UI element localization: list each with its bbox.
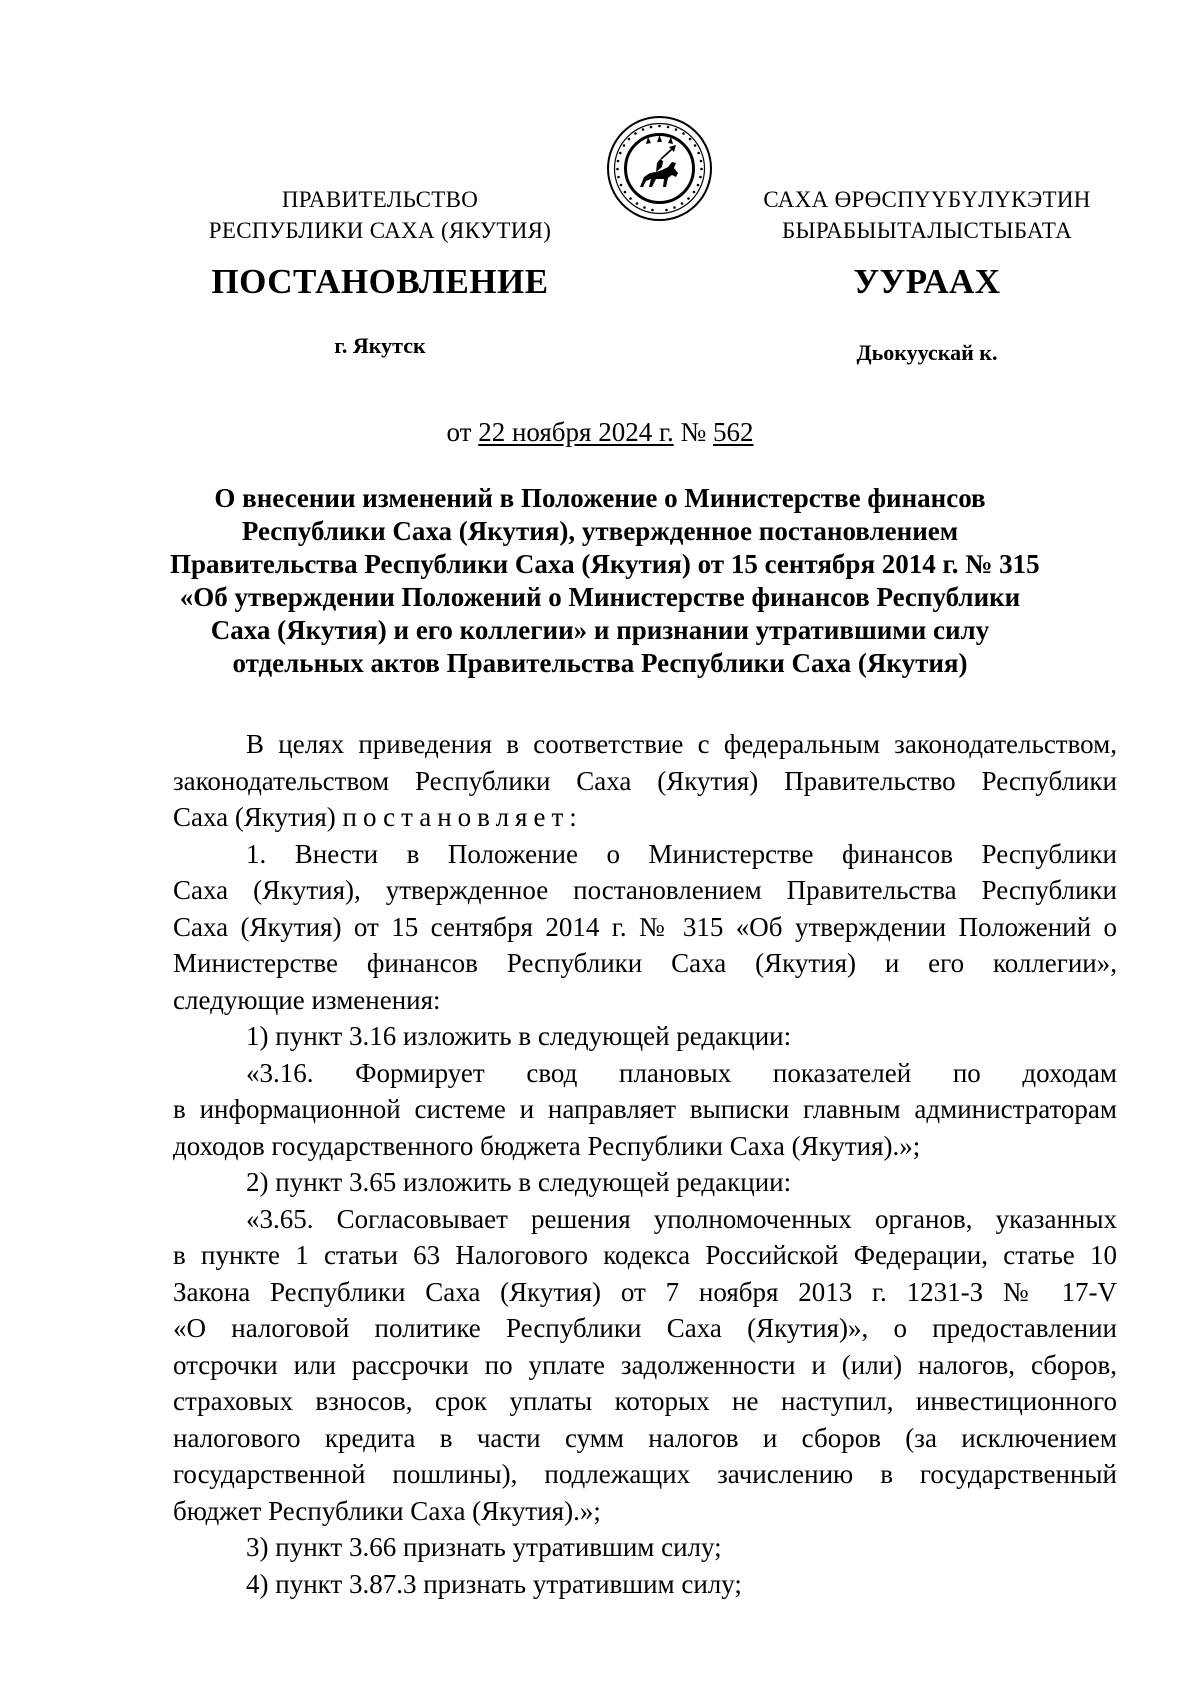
body-line [173, 799, 1117, 836]
coat-of-arms-icon [606, 115, 713, 222]
body-line: в пункте 1 статьи 63 Налогового кодекса Российской Федерации, статье 10 [173, 1240, 1117, 1270]
body-line: бюджет Республики Саха (Якутия).»; [173, 1495, 601, 1526]
body-line: законодательством Республики Саха (Якутия) Правительство Республики [173, 765, 1117, 796]
body-line: отсрочки или рассрочки по уплате задолженности и (или) налогов, сборов, [173, 1349, 1117, 1380]
header-right-line2: БЫРАБЫЫТАЛЫСТЫБАТА [781, 218, 1073, 243]
date-number-line [0, 417, 1200, 448]
body-line: «3.16. Формирует свод плановых показателей по доходам [246, 1057, 1117, 1088]
header-left-line2: РЕСПУБЛИКИ САХА (ЯКУТИЯ) [208, 218, 552, 243]
title-line: Республики Саха (Якутия), утвержденное постановлением [241, 516, 959, 546]
document-date: 22 ноября 2024 г. [478, 417, 674, 447]
body-line: государственной пошлины), подлежащих зачислению в государственный [173, 1459, 1117, 1489]
body-line: 1. Внести в Положение о Министерстве финансов Республики [246, 838, 1117, 869]
body-line: доходов государственного бюджета Республики Саха (Якутия).»; [173, 1130, 921, 1161]
city-russian: г. Якутск [334, 333, 426, 358]
header-right [707, 184, 1147, 246]
title-line: отдельных актов Правительства Республики Саха (Якутия) [232, 648, 968, 678]
city-yakut: Дьокуускай к. [856, 340, 998, 365]
header-left-line1: ПРАВИТЕЛЬСТВО [281, 187, 479, 212]
body-line: налогового кредита в части сумм налогов и сборов (за исключением [173, 1422, 1117, 1453]
document-title [170, 482, 1040, 680]
header-left [155, 184, 605, 246]
body-line: «3.65. Согласовывает решения уполномоченных органов, указанных [246, 1203, 1117, 1234]
doc-type-russian: ПОСТАНОВЛЕНИЕ [211, 262, 549, 301]
body-line: «О налоговой политике Республики Саха (Якутия)», о предоставлении [173, 1313, 1117, 1343]
body-line: следующие изменения: [173, 984, 441, 1015]
body-line: 4) пункт 3.87.3 признать утратившим силу; [246, 1568, 742, 1599]
title-line: «Об утверждении Положений о Министерстве финансов Республики [179, 582, 1021, 612]
body-line: В целях приведения в соответствие с федеральным законодательством, [246, 729, 1117, 759]
body-line: 1) пункт 3.16 изложить в следующей редакции: [246, 1021, 792, 1051]
body-line: Саха (Якутия), утвержденное постановлением Правительства Республики [173, 875, 1117, 905]
body-line: Министерстве финансов Республики Саха (Якутия) и его коллегии», [173, 948, 1117, 978]
title-line: Правительства Республики Саха (Якутия) от 15 сентября 2014 г. № 315 [170, 549, 1040, 579]
doc-type-yakut: УУРААХ [853, 262, 1001, 301]
body-line: страховых взносов, срок уплаты которых не наступил, инвестиционного [173, 1386, 1117, 1416]
spaced-verb: постановляет: [342, 802, 583, 832]
date-prefix: от [446, 417, 479, 447]
document-body [173, 726, 1117, 1602]
number-sign: № [673, 417, 713, 447]
body-line: 3) пункт 3.66 признать утратившим силу; [246, 1532, 722, 1562]
body-line: Саха (Якутия) от 15 сентября 2014 г. № 315 «Об утверждении Положений о [173, 911, 1117, 942]
body-line-text: Саха (Якутия) [173, 802, 343, 832]
header-right-line1: САХА ӨРӨСПҮҮБҮЛҮКЭТИН [763, 187, 1091, 212]
document-number: 562 [713, 417, 754, 447]
body-line: в информационной системе и направляет выписки главным администраторам [173, 1094, 1117, 1124]
title-line: О внесении изменений в Положение о Министерстве финансов [214, 483, 986, 513]
coat-of-arms-emblem [606, 115, 713, 222]
body-line: 2) пункт 3.65 изложить в следующей редакции: [246, 1167, 792, 1197]
body-line: Закона Республики Саха (Якутия) от 7 ноября 2013 г. 1231-З № 17-V [173, 1276, 1117, 1307]
title-line: Саха (Якутия) и его коллегии» и признании утратившими силу [210, 615, 990, 645]
